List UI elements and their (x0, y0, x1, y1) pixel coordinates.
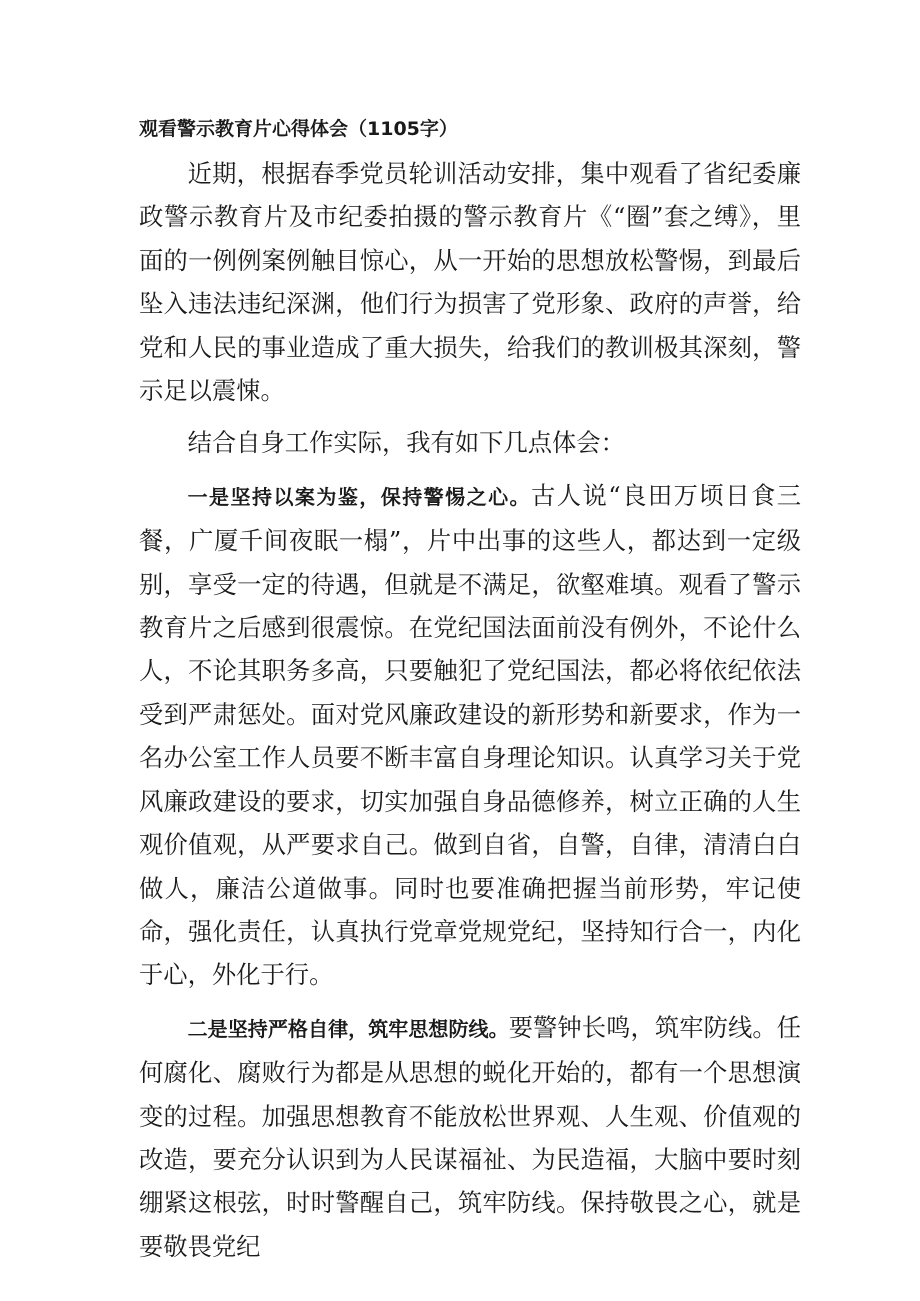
document-page (139, 112, 801, 1268)
paragraph-point-one (139, 474, 801, 997)
paragraph-text: 结合自身工作实际，我有如下几点体会： (187, 428, 625, 458)
paragraph-lead: 二是坚持严格自律，筑牢思想防线。 (187, 1016, 509, 1041)
paragraph-text: 近期，根据春季党员轮训活动安排，集中观看了省纪委廉政警示教育片及市纪委拍摄的警示教育片《“圈”套之缚》，里面的一例例案例触目惊心，从一开始的思想放松警惕，到最后坠入违法违纪深渊，他们行为损害了党形象、政府的声誉，给党和人民的事业造成了重大损失，给我们的教训极其深刻，警示足以震悚。 (139, 159, 801, 406)
paragraph-intro (139, 152, 801, 412)
paragraph-transition (139, 421, 801, 464)
paragraph-text: 古人说“良田万顷日食三餐，广厦千间夜眠一榻”，片中出事的这些人，都达到一定级别，享受一定的待遇，但就是不满足，欲壑难填。观看了警示教育片之后感到很震惊。在党纪国法面前没有例外，不论什么人，不论其职务多高，只要触犯了党纪国法，都必将依纪依法受到严肃惩处。面对党风廉政建设的新形势和新要求，作为一名办公室工作人员要不断丰富自身理论知识。认真学习关于党风廉政建设的要求，切实加强自身品德修养，树立正确的人生观价值观，从严要求自己。做到自省，自警，自律，清清白白做人，廉洁公道做事。同时也要准确把握当前形势，牢记使命，强化责任，认真执行党章党规党纪，坚持知行合一，内化于心，外化于行。 (139, 480, 802, 990)
paragraph-lead: 一是坚持以案为鉴，保持警惕之心。 (187, 484, 531, 509)
paragraph-text: 要警钟长鸣，筑牢防线。任何腐化、腐败行为都是从思想的蜕化开始的，都有一个思想演变的过程。加强思想教育不能放松世界观、人生观、价值观的改造，要充分认识到为人民谋福祉、为民造福，大脑中要时刻绷紧这根弦，时时警醒自己，筑牢防线。保持敬畏之心，就是要敬畏党纪 (139, 1012, 801, 1261)
document-title: 观看警示教育片心得体会（1105字） (139, 118, 458, 140)
paragraph-point-two (139, 1006, 801, 1268)
